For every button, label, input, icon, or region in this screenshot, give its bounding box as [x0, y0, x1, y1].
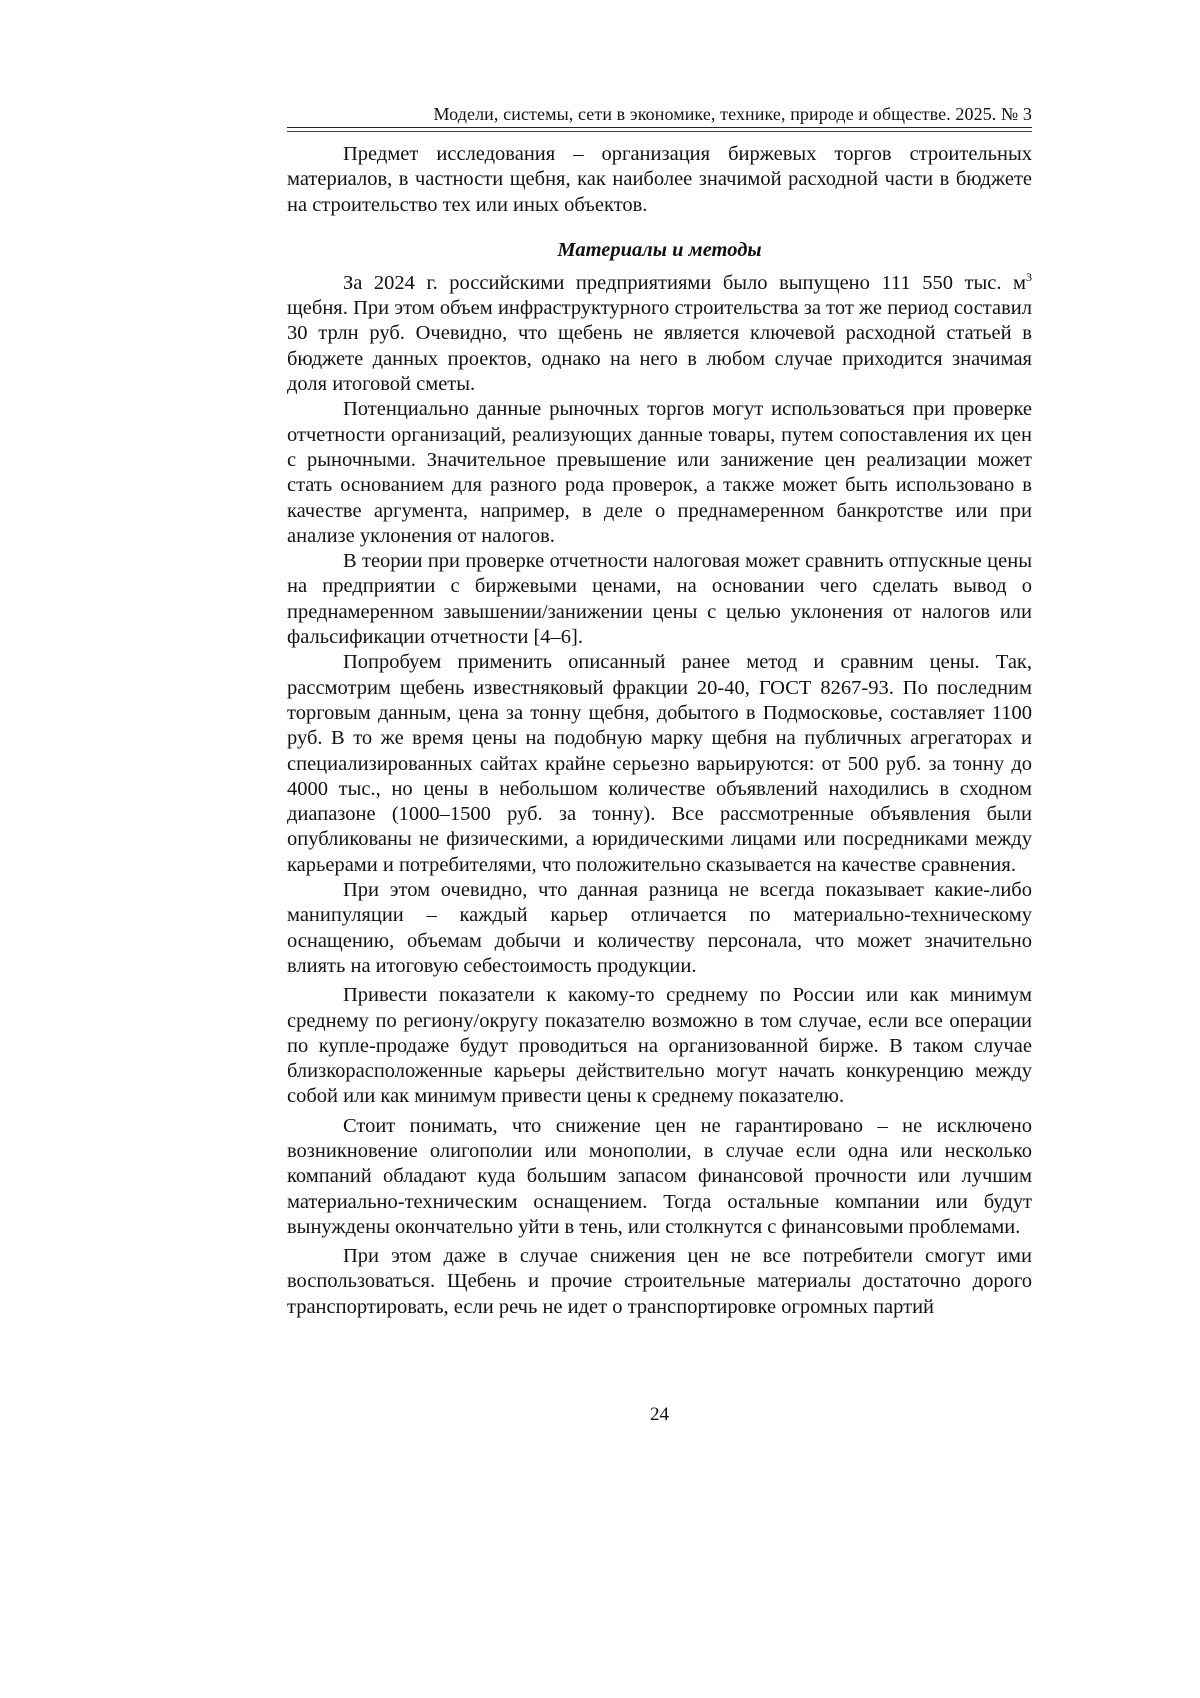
paragraph-production-text: За 2024 г. российскими предприятиями было выпущено 111 550 тыс. м: [343, 271, 1026, 294]
paragraph-transport: При этом даже в случае снижения цен не все потребители смогут ими воспользоваться. Щебень и прочие строительные материалы достаточно дорого транспортировать, если речь не идет о транспортировке огромных партий: [287, 1245, 1032, 1318]
superscript-cubic: 3: [1026, 270, 1032, 285]
paragraph-production: [287, 271, 1032, 397]
page-number: 24: [650, 1404, 669, 1425]
paragraph-price-differences: При этом очевидно, что данная разница не всегда показывает какие-либо манипуляции – каждый карьер отличается по материально-техническому оснащению, объемам добычи и количеству персонала, что может значительно влиять на итоговую себестоимость продукции.: [287, 879, 1032, 977]
paragraph-exchange-averaging: Привести показатели к какому-то среднему по России или как минимум среднему по региону/округу показателю возможно в том случае, если все операции по купле-продаже будут проводиться на организованной бирже. В таком случае близкорасположенные карьеры действительно могут начать конкуренцию между собой или как минимум привести цены к среднему показателю.: [287, 984, 1032, 1108]
article-body: [287, 142, 1032, 1320]
header-rule: [287, 127, 1032, 128]
paragraph-tax-check: В теории при проверке отчетности налоговая может сравнить отпускные цены на предприятии с биржевыми ценами, на основании чего сделать вывод о преднамеренном завышении/занижении цены с целью уклонения от налогов или фальсификации отчетности [4–6].: [287, 550, 1032, 649]
paragraph-production-text-cont: щебня. При этом объем инфраструктурного строительства за тот же период составил 30 трлн руб. Очевидно, что щебень не является ключевой расходной статьей в бюджете данных проектов, однако на него в любом случае приходится значимая доля итоговой сметы.: [287, 297, 1032, 396]
section-heading: Материалы и методы: [557, 238, 762, 261]
paragraph-subject: Предмет исследования – организация биржевых торгов строительных материалов, в частности щебня, как наиболее значимой расходной части в бюджете на строительство тех или иных объектов.: [287, 143, 1032, 216]
header-rule-secondary: [287, 131, 1032, 132]
running-header: Модели, системы, сети в экономике, технике, природе и обществе. 2025. № 3: [433, 104, 1032, 124]
paragraph-market-data: Потенциально данные рыночных торгов могут использоваться при проверке отчетности организаций, реализующих данные товары, путем сопоставления их цен с рыночными. Значительное превышение или занижение цен реализации может стать основанием для разного рода проверок, а также может быть использовано в качестве аргумента, например, в деле о преднамеренном банкротстве или при анализе уклонения от налогов.: [287, 398, 1032, 547]
paragraph-oligopoly-risk: Стоит понимать, что снижение цен не гарантировано – не исключено возникновение олигополии или монополии, в случае если одна или несколько компаний обладают куда большим запасом финансовой прочности или лучшим материально-техническим оснащением. Тогда остальные компании или будут вынуждены окончательно уйти в тень, или столкнутся с финансовыми проблемами.: [287, 1114, 1032, 1238]
paragraph-price-comparison: Попробуем применить описанный ранее метод и сравним цены. Так, рассмотрим щебень известняковый фракции 20-40, ГОСТ 8267-93. По последним торговым данным, цена за тонну щебня, добытого в Подмосковье, составляет 1100 руб. В то же время цены на подобную марку щебня на публичных агрегаторах и специализированных сайтах крайне серьезно варьируются: от 500 руб. за тонну до 4000 тыс., но цены в небольшом количестве объявлений находились в сходном диапазоне (1000–1500 руб. за тонну). Все рассмотренные объявления были опубликованы не физическими, а юридическими лицами или посредниками между карьерами и потребителями, что положительно сказывается на качестве сравнения.: [287, 651, 1032, 876]
